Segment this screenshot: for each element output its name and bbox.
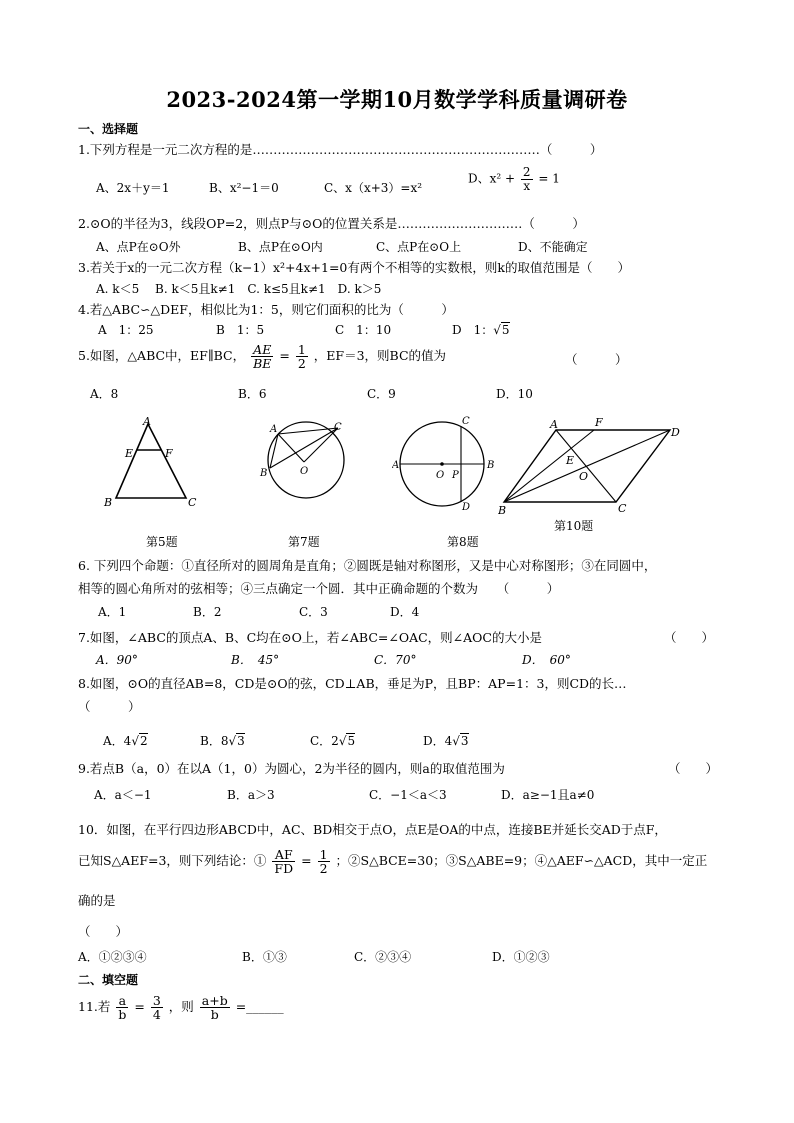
label-a: A (550, 418, 558, 431)
figure-10-parallelogram (498, 412, 688, 520)
q1-d-text: D、x² + (468, 171, 516, 186)
q1-d-tail: = 1 (538, 171, 560, 186)
q11-fraction-apb-b: $\frac{a+b}{b}$ (201, 993, 228, 1023)
q7-option-d: D． 60° (522, 653, 571, 667)
label-a: A (270, 424, 278, 435)
q5-answer-paren: （ ） (565, 352, 628, 367)
q9-option-a: A．a＜−1 (94, 788, 152, 802)
label-b: B (487, 460, 495, 471)
label-f: F (165, 447, 173, 460)
q9-answer-paren: （ ） (668, 761, 719, 776)
label-a: A (392, 460, 400, 471)
q1-option-b: B、x²−1＝0 (209, 181, 279, 195)
q10-option-c: C．②③④ (354, 950, 412, 964)
q5-stem: 5.如图，△ABC中，EF∥BC， $\frac{AE}{BE}$ = $\frac{1}{2}$ ，EF＝3，则BC的值为 (78, 342, 447, 372)
q7-answer-paren: （ ） (664, 630, 715, 645)
q10-option-b: B．①③ (242, 950, 287, 964)
q10-answer-paren: （ ） (78, 924, 129, 939)
q11-stem: 11.若 $\frac{a}{b}$ = $\frac{3}{4}$ ，则 $\frac{a+b}{b}$ =______ (78, 993, 284, 1023)
label-p: P (452, 470, 459, 481)
q9-stem: 9.若点B（a，0）在以A（1，0）为圆心，2为半径的圆内，则a的取值范围为 (78, 761, 505, 776)
q6-option-d: D．4 (390, 605, 420, 619)
q10-line2: 已知S△AEF=3，则下列结论：① $\frac{AF}{FD}$ = $\frac{1}{2}$ ；②S△BCE=30；③S△ABE=9；④△AEF∽△ACD，其中一定正 (78, 847, 708, 877)
q6-option-c: C．3 (299, 605, 328, 619)
q1-option-c: C、x（x+3）=x² (324, 181, 423, 195)
page-title: 2023-2024第一学期10月数学学科质量调研卷 (166, 87, 628, 112)
q8-option-b: B．8√3 (200, 734, 245, 748)
q5-option-a: A．8 (90, 387, 119, 401)
label-c: C (462, 416, 470, 427)
q10-option-d: D．①②③ (492, 950, 550, 964)
q3-options: A. k＜5 B. k＜5且k≠1 C. k≤5且k≠1 D. k＞5 (96, 282, 382, 296)
q4-option-b: B 1：5 (216, 323, 265, 337)
q1-d-fraction: $\frac{2}{x}$ (522, 165, 531, 193)
q8-option-a: A．4√2 (103, 734, 148, 748)
label-d: D (462, 502, 471, 513)
q2-option-b: B、点P在⊙O内 (238, 240, 323, 254)
q7-option-a: A．90° (96, 653, 138, 667)
q7-option-c: C．70° (374, 653, 417, 667)
q5-option-c: C．9 (367, 387, 396, 401)
q2-option-d: D、不能确定 (518, 240, 588, 254)
q8-answer-paren: （ ） (78, 699, 141, 714)
q2-option-a: A、点P在⊙O外 (96, 240, 181, 254)
q5-option-d: D．10 (496, 387, 533, 401)
figure-5-triangle (100, 412, 204, 512)
q1-option-a: A、2x＋y＝1 (96, 181, 170, 195)
q9-option-b: B．a＞3 (227, 788, 275, 802)
q4-option-a: A 1：25 (98, 323, 154, 337)
q4-stem: 4.若△ABC∽△DEF，相似比为1：5，则它们面积的比为（ ） (78, 302, 454, 317)
figure-7-caption: 第7题 (288, 535, 320, 549)
q10-fraction-half: $\frac{1}{2}$ (319, 847, 328, 877)
label-a: A (143, 415, 151, 428)
label-b: B (260, 468, 268, 479)
q5-fraction-ae-be: $\frac{AE}{BE}$ (253, 342, 272, 372)
label-b: B (104, 496, 113, 509)
figure-8-caption: 第8题 (447, 535, 479, 549)
q10-fraction-af-fd: $\frac{AF}{FD}$ (274, 847, 294, 877)
q6-option-b: B．2 (193, 605, 222, 619)
q10-option-a: A．①②③④ (78, 950, 147, 964)
q4-option-c: C 1：10 (335, 323, 392, 337)
q7-option-b: B． 45° (231, 653, 280, 667)
q11-fraction-a-b: $\frac{a}{b}$ (118, 993, 127, 1023)
q9-option-d: D．a≥−1且a≠0 (501, 788, 595, 802)
label-f: F (595, 416, 603, 429)
figure-5-caption: 第5题 (146, 535, 178, 549)
q4-option-d: D 1：√5 (452, 323, 510, 337)
label-c: C (334, 422, 342, 433)
q6-line1: 6. 下列四个命题：①直径所对的圆周角是直角；②圆既是轴对称图形，又是中心对称图形；③在同圆中， (78, 558, 657, 573)
label-e: E (566, 454, 575, 467)
figure-7-circle (254, 414, 350, 510)
section-fill: 二、填空题 (78, 973, 139, 987)
figure-10-caption: 第10题 (554, 519, 594, 533)
q9-option-c: C．−1＜a＜3 (369, 788, 447, 802)
q1-option-d (468, 166, 560, 192)
q2-stem: 2.⊙O的半径为3，线段OP=2，则点P与⊙O的位置关系是…………………………（ ） (78, 216, 585, 231)
center-point (440, 462, 444, 466)
q2-option-c: C、点P在⊙O上 (376, 240, 462, 254)
label-o: O (436, 470, 445, 481)
q8-option-c: C．2√5 (310, 734, 356, 748)
q6-option-a: A．1 (98, 605, 127, 619)
q7-stem: 7.如图，∠ABC的顶点A、B、C均在⊙O上，若∠ABC=∠OAC，则∠AOC的大小是 (78, 630, 542, 645)
q8-stem: 8.如图，⊙O的直径AB=8，CD是⊙O的弦，CD⊥AB，垂足为P，且BP：AP=1：3，则CD的长… (78, 676, 627, 691)
section-choice: 一、选择题 (78, 122, 139, 136)
triangle-abc (116, 424, 186, 498)
label-e: E (125, 447, 134, 460)
q8-option-d: D．4√3 (423, 734, 469, 748)
figure-8-circle (392, 414, 496, 514)
label-o: O (579, 470, 589, 483)
label-d: D (671, 426, 680, 439)
q11-fraction-3-4: $\frac{3}{4}$ (152, 993, 161, 1023)
label-c: C (188, 496, 197, 509)
label-b: B (498, 504, 507, 517)
q5-option-b: B．6 (238, 387, 267, 401)
q5-fraction-half: $\frac{1}{2}$ (297, 342, 306, 372)
diagonal-bd (504, 430, 670, 502)
q10-line3: 确的是 (78, 893, 116, 908)
label-o: O (300, 466, 309, 477)
label-c: C (618, 502, 627, 515)
q10-line1: 10．如图，在平行四边形ABCD中，AC、BD相交于点O，点E是OA的中点，连接BE并延长交AD于点F， (78, 822, 667, 837)
q1-stem: 1.下列方程是一元二次方程的是……………………………………………………………（ ） (78, 142, 603, 157)
q6-line2: 相等的圆心角所对的弦相等；④三点确定一个圆．其中正确命题的个数为 （ ） (78, 581, 560, 596)
q3-stem: 3.若关于x的一元二次方程（k−1）x²+4x+1=0有两个不相等的实数根，则k的取值范围是（ ） (78, 260, 630, 275)
